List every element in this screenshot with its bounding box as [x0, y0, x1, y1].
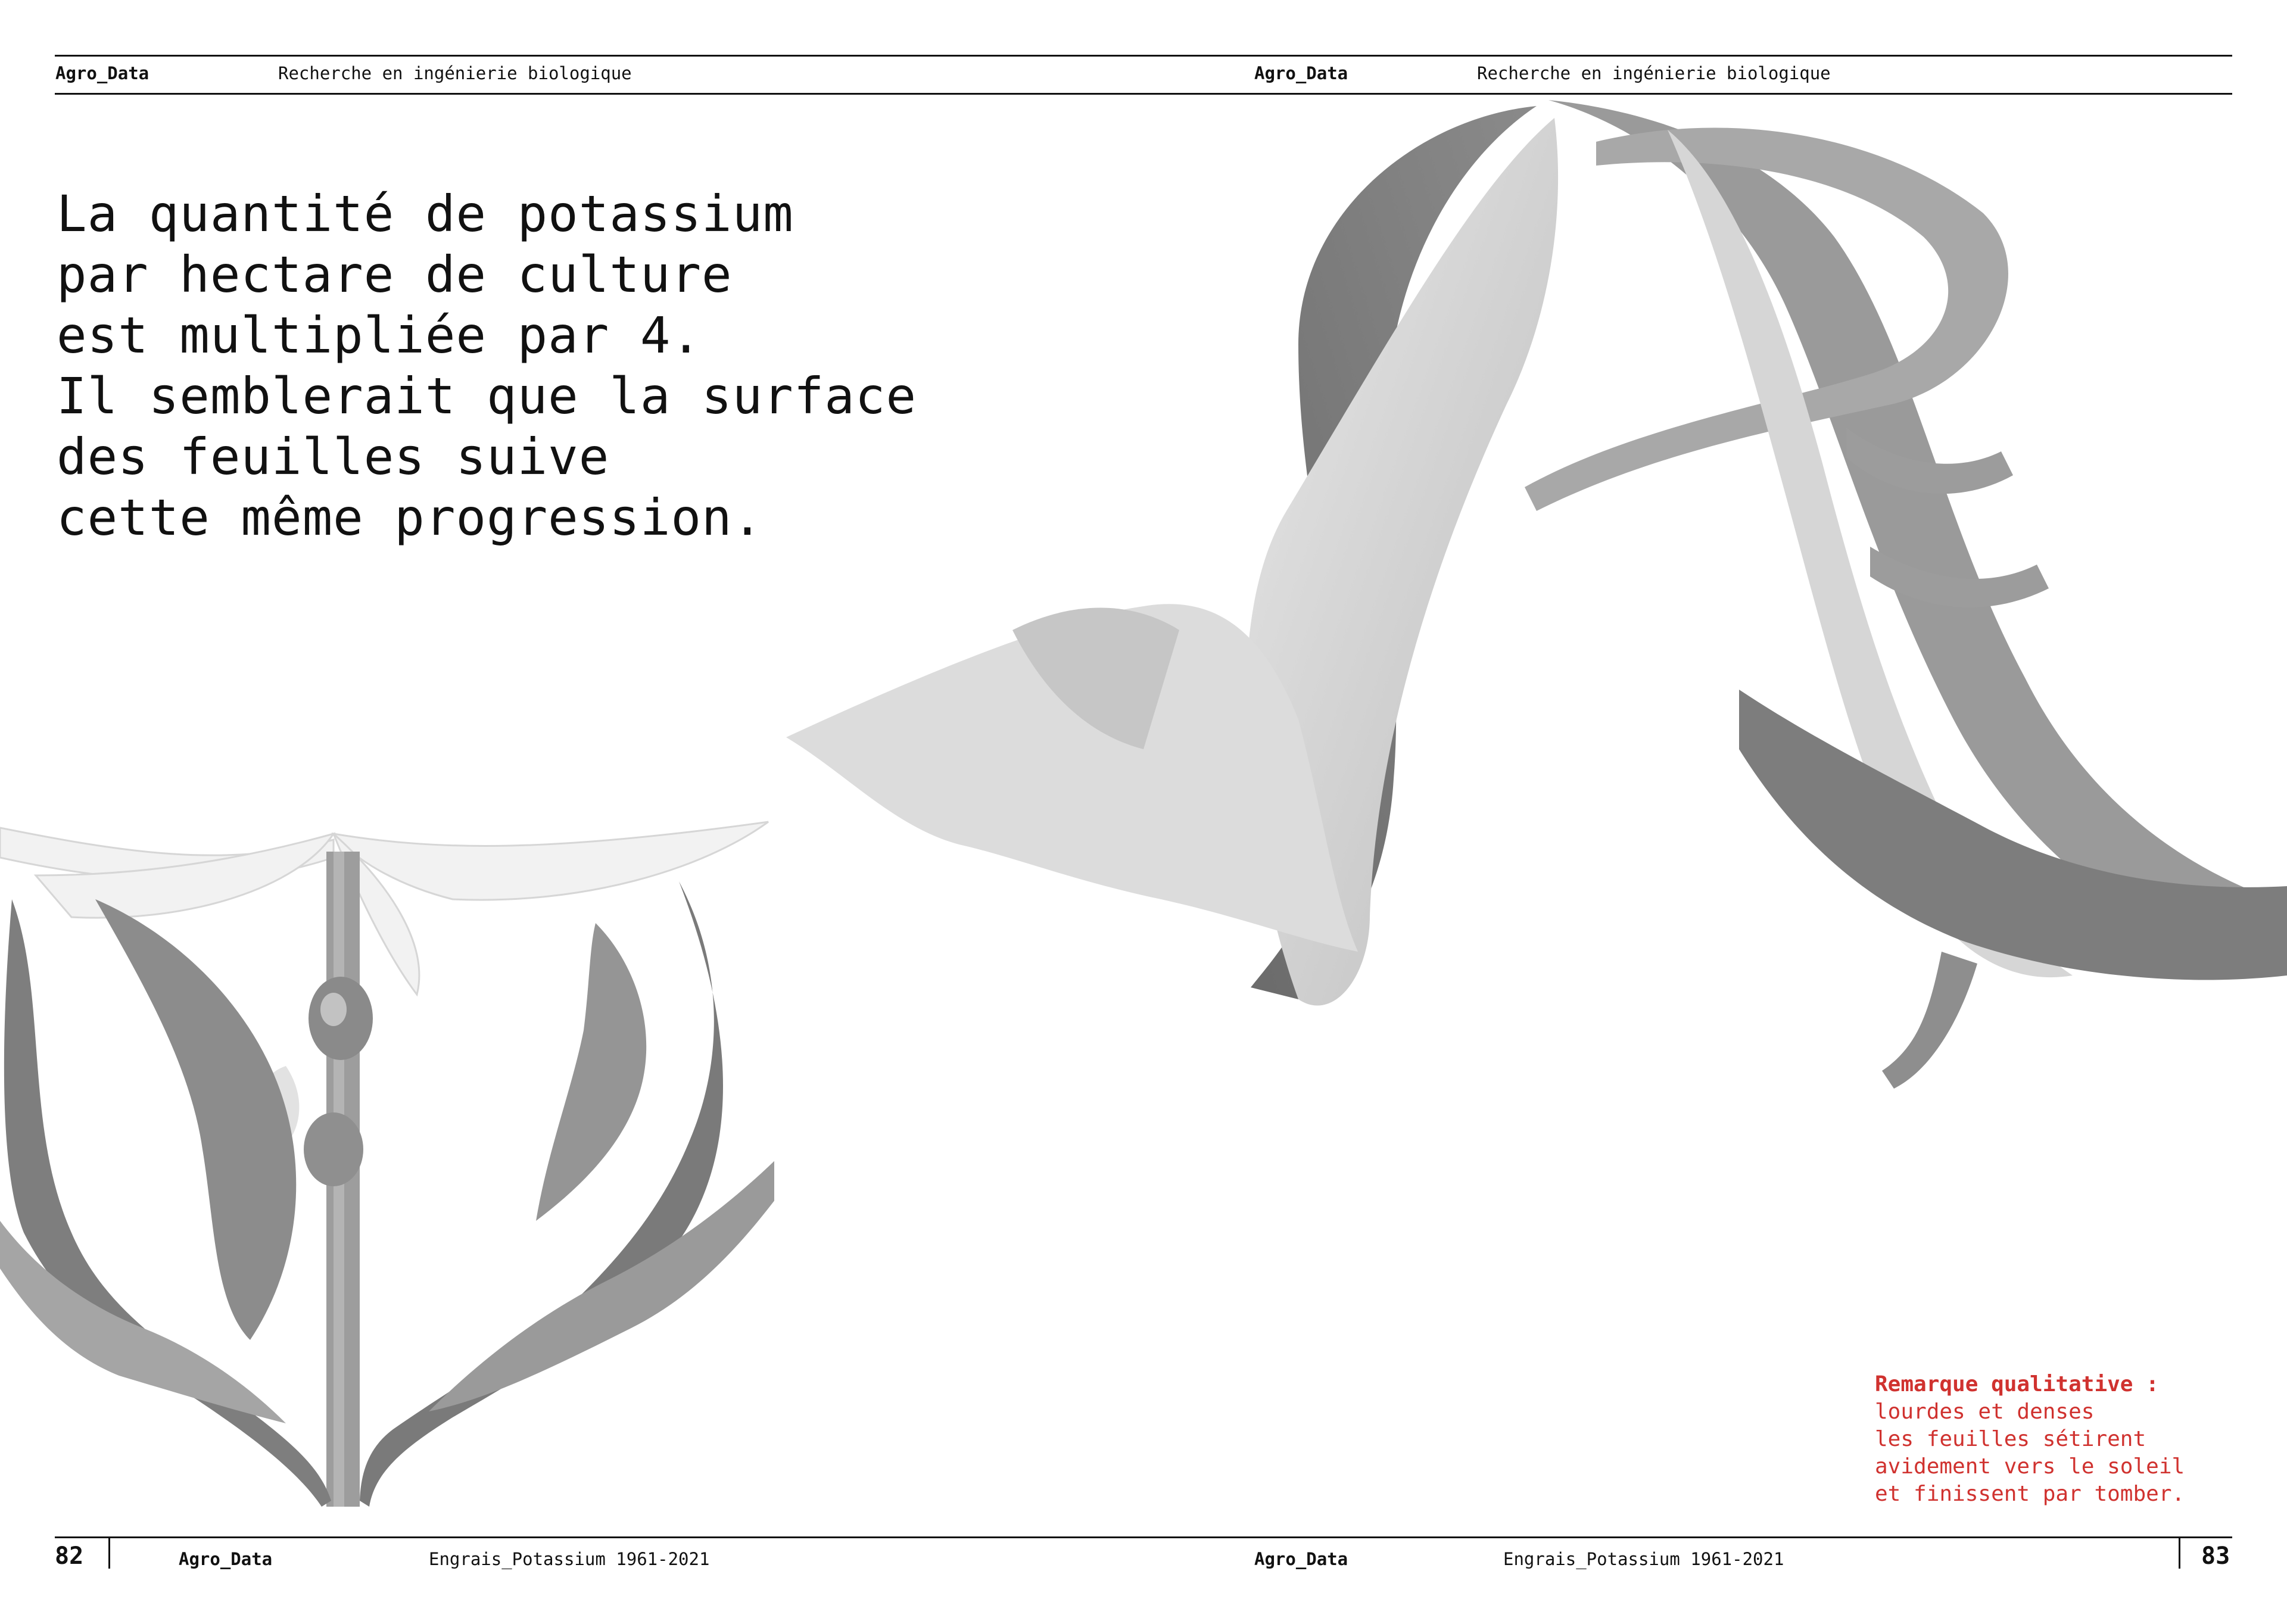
- header-left-brand: Agro_Data: [55, 63, 149, 83]
- header-right-subtitle: Recherche en ingénierie biologique: [1477, 63, 1831, 83]
- headline-line: des feuilles suive: [57, 428, 610, 486]
- headline-line: La quantité de potassium: [57, 185, 794, 243]
- page-number-right: 83: [2201, 1542, 2230, 1570]
- qualitative-remark: [1875, 1371, 2185, 1508]
- footer-right-brand: Agro_Data: [1254, 1549, 1348, 1569]
- header-left-subtitle: Recherche en ingénierie biologique: [278, 63, 632, 83]
- remark-title: Remarque qualitative :: [1875, 1372, 2159, 1397]
- headline-line: est multipliée par 4.: [57, 306, 702, 364]
- footer-rule: [55, 1536, 2232, 1538]
- footer-left-subtitle: Engrais_Potassium 1961-2021: [429, 1549, 710, 1569]
- headline-line: Il semblerait que la surface: [57, 367, 917, 425]
- headline-line: cette même progression.: [57, 488, 764, 547]
- header-right-brand: Agro_Data: [1254, 63, 1348, 83]
- footer-left-brand: Agro_Data: [179, 1549, 273, 1569]
- headline-line: par hectare de culture: [57, 245, 733, 304]
- remark-line: lourdes et denses: [1875, 1399, 2095, 1424]
- footer-right-divider: [2179, 1536, 2180, 1569]
- footer-right-subtitle: Engrais_Potassium 1961-2021: [1503, 1549, 1784, 1569]
- remark-line: avidement vers le soleil: [1875, 1454, 2185, 1479]
- plant-render-icon: [0, 816, 774, 1507]
- remark-line: les feuilles sétirent: [1875, 1427, 2146, 1451]
- headline: [57, 183, 917, 548]
- page-number-left: 82: [55, 1542, 84, 1570]
- leaves-render-icon: [762, 94, 2287, 1196]
- footer-left-divider: [108, 1536, 110, 1569]
- header-top-rule: [55, 55, 2232, 57]
- remark-line: et finissent par tomber.: [1875, 1482, 2185, 1506]
